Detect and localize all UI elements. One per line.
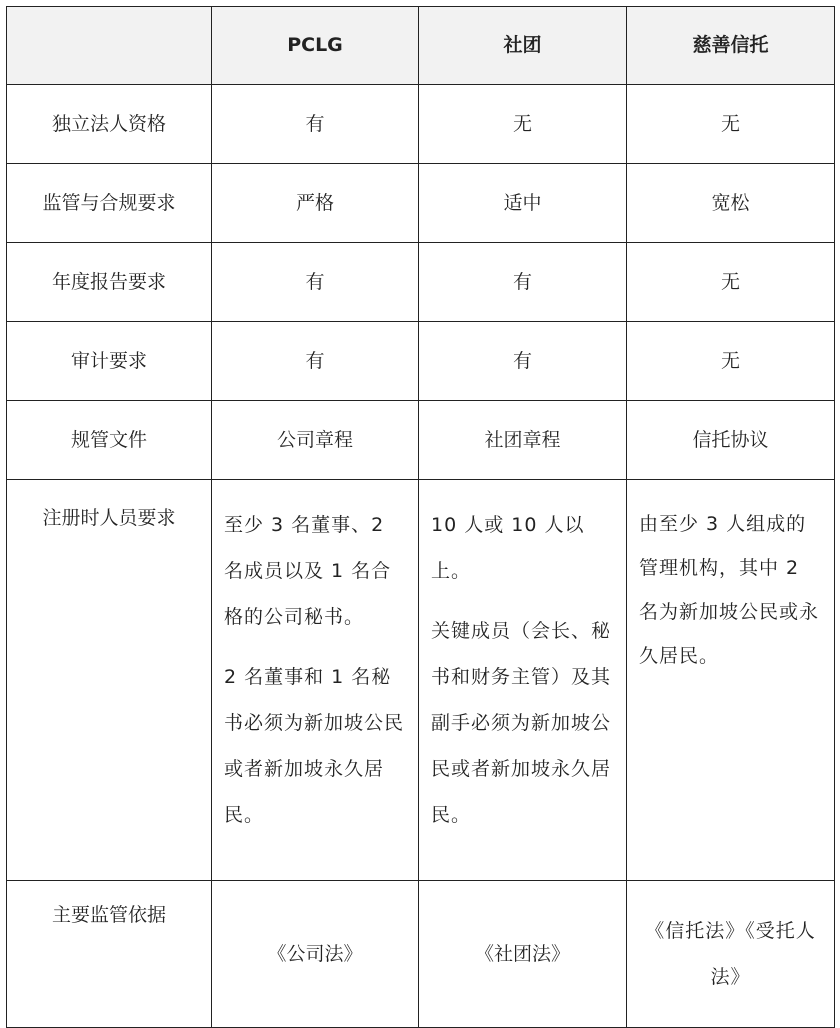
row-label: 年度报告要求 — [7, 243, 212, 322]
society-paragraph: 关键成员（会长、秘书和财务主管）及其副手必须为新加坡公民或者新加坡永久居民。 — [431, 620, 612, 826]
row-label: 主要监管依据 — [7, 881, 212, 1028]
society-cell: 《社团法》 — [419, 881, 627, 1028]
pclg-cell: 公司章程 — [212, 401, 419, 480]
row-label: 规管文件 — [7, 401, 212, 480]
trust-paragraph: 由至少 3 人组成的管理机构，其中 2 名为新加坡公民或永久居民。 — [639, 513, 820, 667]
registration-row — [7, 480, 835, 881]
society-cell: 适中 — [419, 164, 627, 243]
trust-cell: 无 — [627, 85, 835, 164]
society-paragraph: 10 人或 10 人以上。 — [431, 514, 585, 582]
society-cell: 有 — [419, 243, 627, 322]
table-row — [7, 243, 835, 322]
header-row — [7, 7, 835, 85]
trust-cell — [627, 480, 835, 881]
pclg-cell — [212, 480, 419, 881]
row-label: 独立法人资格 — [7, 85, 212, 164]
pclg-cell: 《公司法》 — [212, 881, 419, 1028]
society-cell — [419, 480, 627, 881]
society-cell: 无 — [419, 85, 627, 164]
trust-cell: 《信托法》《受托人法》 — [627, 881, 835, 1028]
table-row — [7, 401, 835, 480]
header-charitable-trust: 慈善信托 — [627, 7, 835, 85]
row-label: 监管与合规要求 — [7, 164, 212, 243]
header-society: 社团 — [419, 7, 627, 85]
pclg-paragraph: 至少 3 名董事、2 名成员以及 1 名合格的公司秘书。 — [224, 514, 392, 628]
society-cell: 社团章程 — [419, 401, 627, 480]
society-cell: 有 — [419, 322, 627, 401]
table-row — [7, 322, 835, 401]
comparison-table — [6, 6, 835, 1028]
row-label: 注册时人员要求 — [7, 480, 212, 881]
header-pclg: PCLG — [212, 7, 419, 85]
regulation-row — [7, 881, 835, 1028]
pclg-cell: 有 — [212, 322, 419, 401]
trust-cell: 信托协议 — [627, 401, 835, 480]
table-row — [7, 85, 835, 164]
table-row — [7, 164, 835, 243]
header-corner-cell — [7, 7, 212, 85]
pclg-cell: 有 — [212, 243, 419, 322]
trust-cell: 无 — [627, 322, 835, 401]
trust-cell: 宽松 — [627, 164, 835, 243]
trust-cell: 无 — [627, 243, 835, 322]
pclg-cell: 严格 — [212, 164, 419, 243]
row-label: 审计要求 — [7, 322, 212, 401]
pclg-cell: 有 — [212, 85, 419, 164]
pclg-paragraph: 2 名董事和 1 名秘书必须为新加坡公民或者新加坡永久居民。 — [224, 666, 405, 826]
